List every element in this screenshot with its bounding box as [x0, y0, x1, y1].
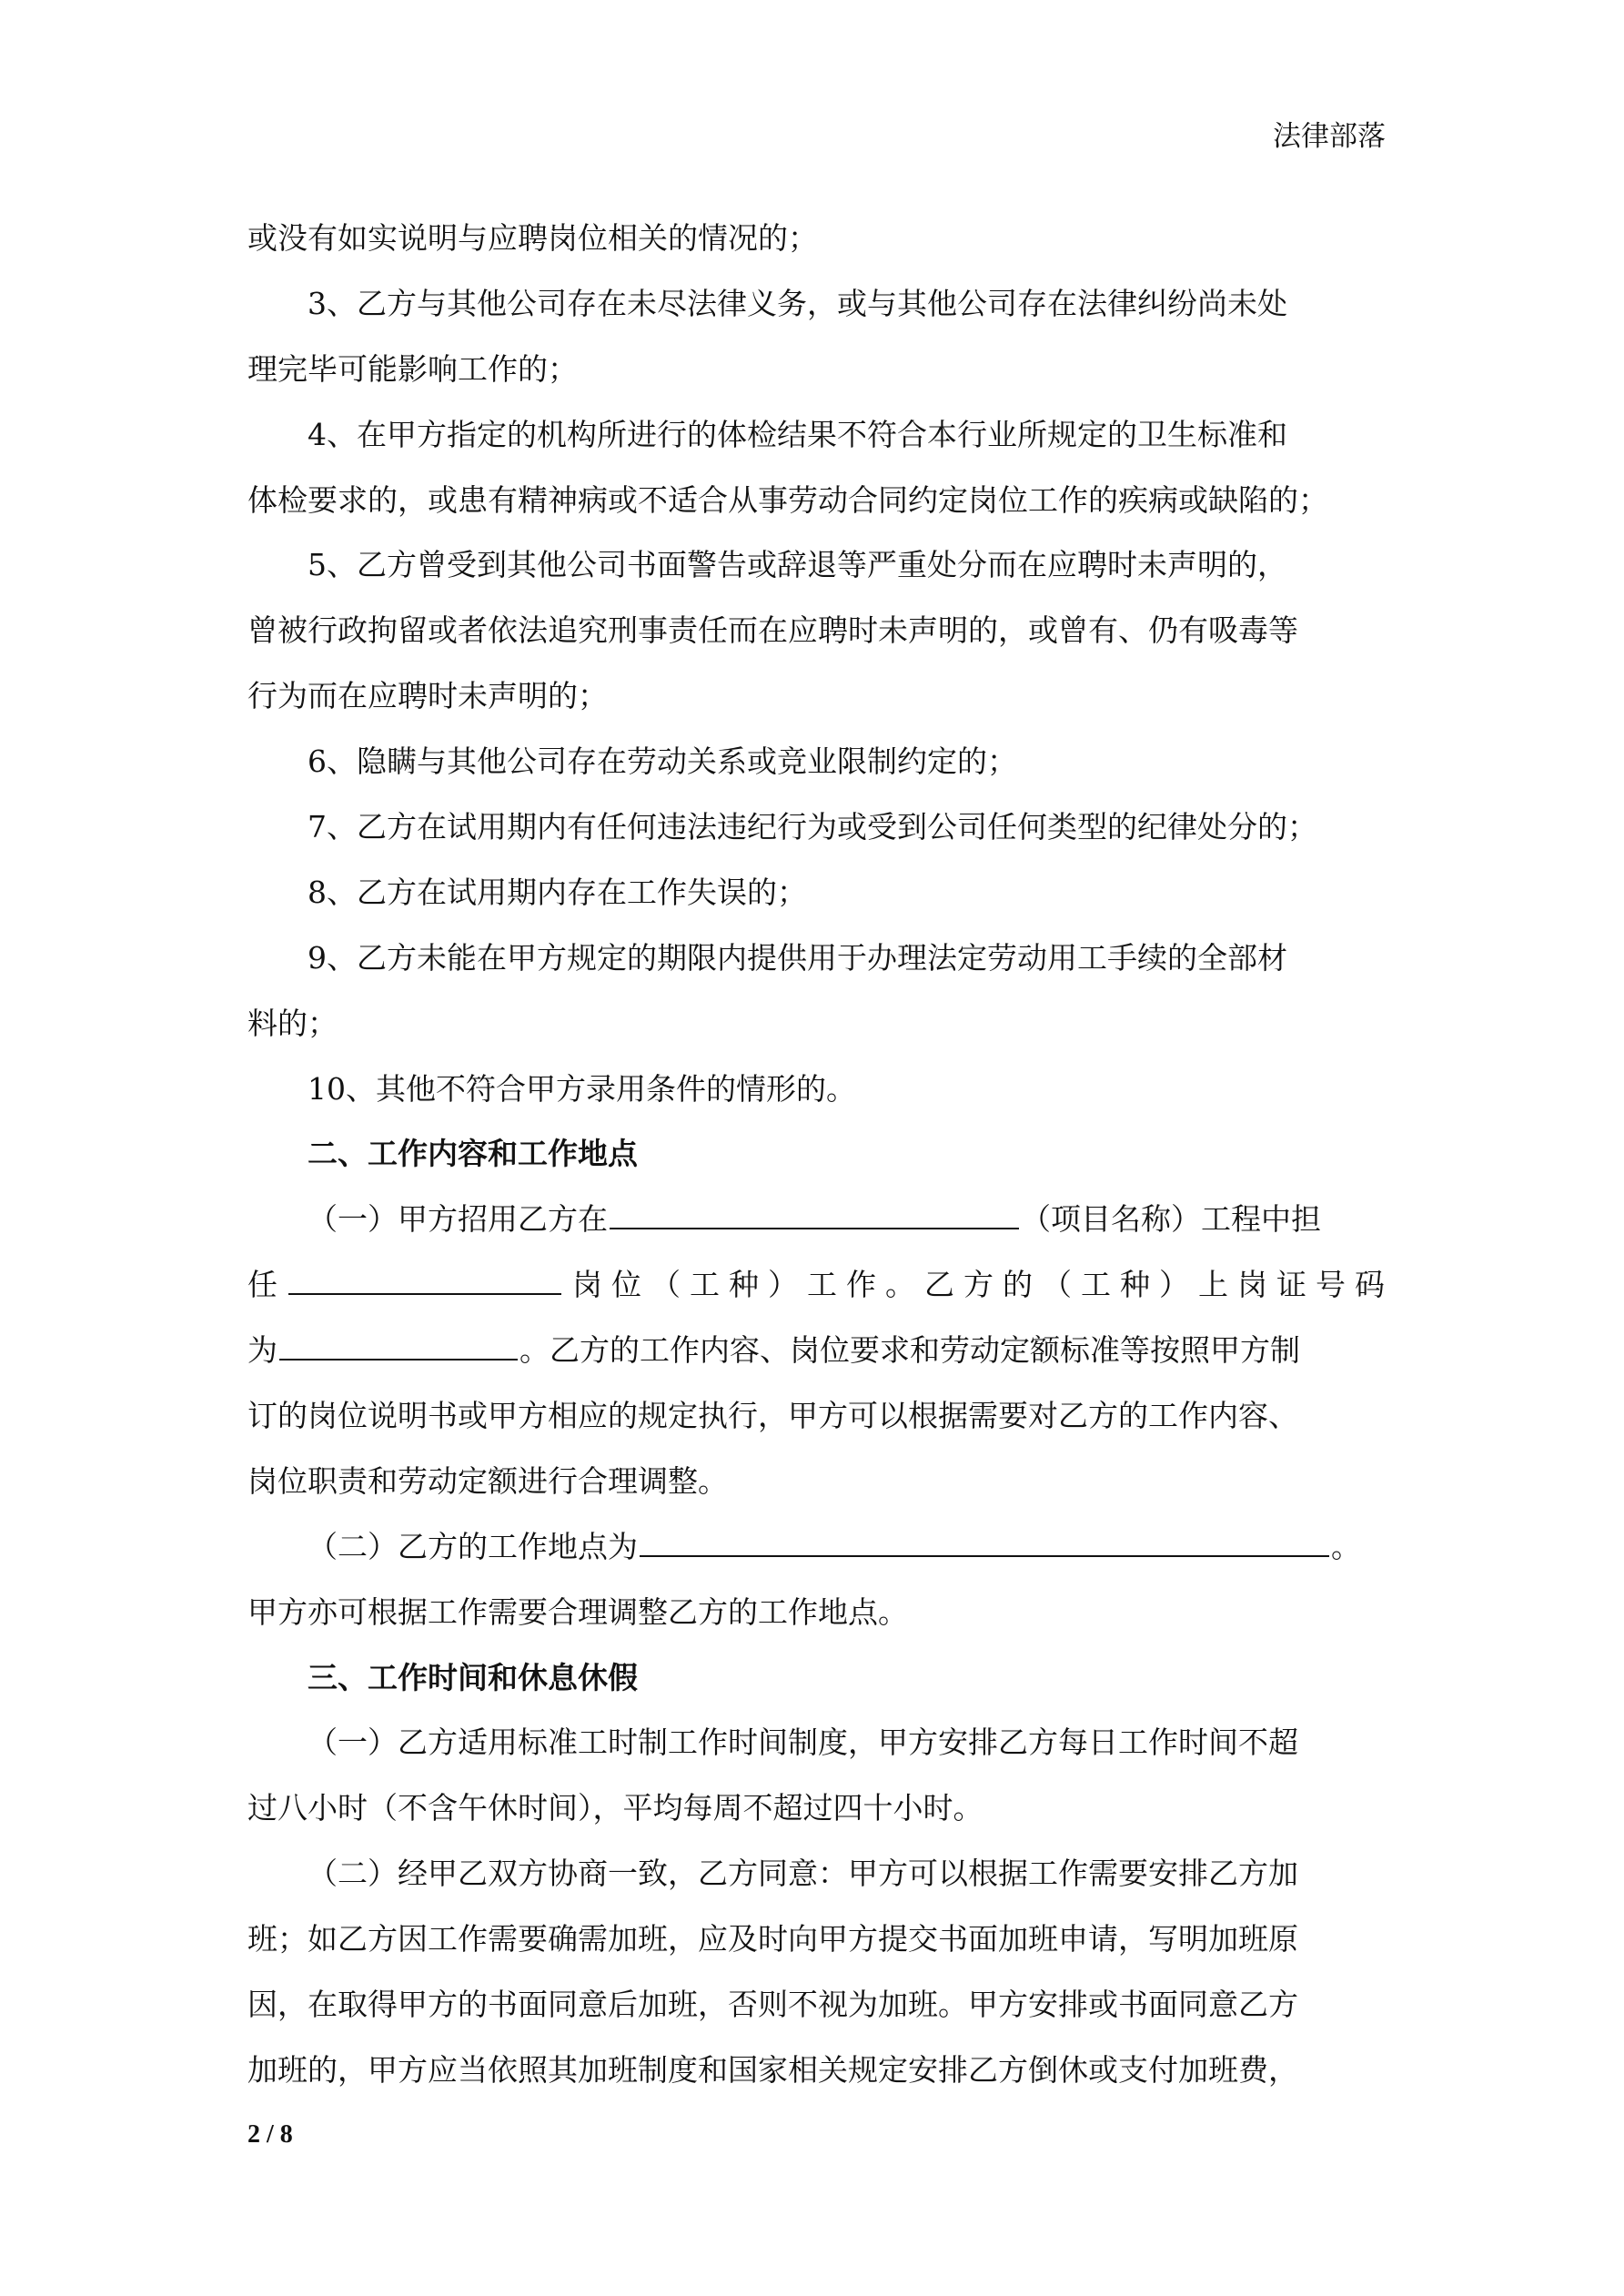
text-line: 订的岗位说明书或甲方相应的规定执行，甲方可以根据需要对乙方的工作内容、: [247, 1398, 1298, 1434]
text-line: 班；如乙方因工作需要确需加班，应及时向甲方提交书面加班申请，写明加班原: [247, 1921, 1298, 1957]
text-segment: （一）甲方招用乙方在: [308, 1201, 608, 1238]
clause-8: 8、乙方在试用期内存在工作失误的；: [308, 874, 807, 910]
text-segment: 岗位（工种）工作。乙方的（工种）上岗证号码: [563, 1267, 1385, 1303]
text-line: 或没有如实说明与应聘岗位相关的情况的；: [247, 220, 818, 256]
text-segment: （项目名称）工程中担: [1021, 1201, 1321, 1238]
text-line: 曾被行政拘留或者依法追究刑事责任而在应聘时未声明的，或曾有、仍有吸毒等: [247, 612, 1298, 649]
header-title: 法律部落: [1273, 120, 1386, 153]
text-segment: 。: [1331, 1528, 1361, 1564]
text-line: 理完毕可能影响工作的；: [247, 350, 578, 387]
text-segment: 为: [247, 1332, 277, 1369]
clause-3: 3、乙方与其他公司存在未尽法律义务，或与其他公司存在法律纠纷尚未处: [308, 285, 1287, 321]
text-line-with-blank: [247, 1187, 1385, 1252]
clause-5: 5、乙方曾受到其他公司书面警告或辞退等严重处分而在应聘时未声明的，: [308, 547, 1287, 583]
text-segment: 任: [247, 1267, 287, 1303]
document-body: [247, 206, 1385, 2103]
text-line: （二）经甲乙双方协商一致，乙方同意：甲方可以根据工作需要安排乙方加: [308, 1856, 1298, 1892]
fill-in-blank-location: [640, 1522, 1329, 1557]
text-line-with-blank: [247, 1318, 1385, 1383]
page-number: 2 / 8: [247, 2120, 293, 2149]
text-line-with-blank: [247, 1252, 1385, 1318]
section-heading-2: 二、工作内容和工作地点: [308, 1136, 638, 1172]
clause-6: 6、隐瞒与其他公司存在劳动关系或竞业限制约定的；: [308, 743, 1017, 780]
text-line: 行为而在应聘时未声明的；: [247, 678, 608, 714]
text-line: 体检要求的，或患有精神病或不适合从事劳动合同约定岗位工作的疾病或缺陷的；: [247, 481, 1328, 518]
clause-9: 9、乙方未能在甲方规定的期限内提供用于办理法定劳动用工手续的全部材: [308, 939, 1287, 976]
text-line: 过八小时（不含午休时间），平均每周不超过四十小时。: [247, 1790, 983, 1826]
fill-in-blank-project: [610, 1195, 1019, 1229]
clause-10: 10、其他不符合甲方录用条件的情形的。: [308, 1070, 856, 1107]
text-line: 料的；: [247, 1005, 338, 1041]
text-line-with-blank: [247, 1514, 1385, 1580]
text-line: 岗位职责和劳动定额进行合理调整。: [247, 1462, 728, 1499]
clause-4: 4、在甲方指定的机构所进行的体检结果不符合本行业所规定的卫生标准和: [308, 416, 1287, 452]
clause-7: 7、乙方在试用期内有任何违法违纪行为或受到公司任何类型的纪律处分的；: [308, 809, 1317, 845]
fill-in-blank-position: [288, 1260, 561, 1295]
text-line: 甲方亦可根据工作需要合理调整乙方的工作地点。: [247, 1593, 908, 1630]
section-heading-3: 三、工作时间和休息休假: [308, 1659, 638, 1695]
text-segment: 。乙方的工作内容、岗位要求和劳动定额标准等按照甲方制: [519, 1332, 1300, 1369]
text-line: 因，在取得甲方的书面同意后加班，否则不视为加班。甲方安排或书面同意乙方: [247, 1987, 1298, 2023]
fill-in-blank-certificate: [279, 1326, 518, 1360]
text-line: 加班的，甲方应当依照其加班制度和国家相关规定安排乙方倒休或支付加班费，: [247, 2051, 1298, 2088]
text-segment: （二）乙方的工作地点为: [308, 1528, 638, 1564]
text-line: （一）乙方适用标准工时制工作时间制度，甲方安排乙方每日工作时间不超: [308, 1725, 1298, 1761]
